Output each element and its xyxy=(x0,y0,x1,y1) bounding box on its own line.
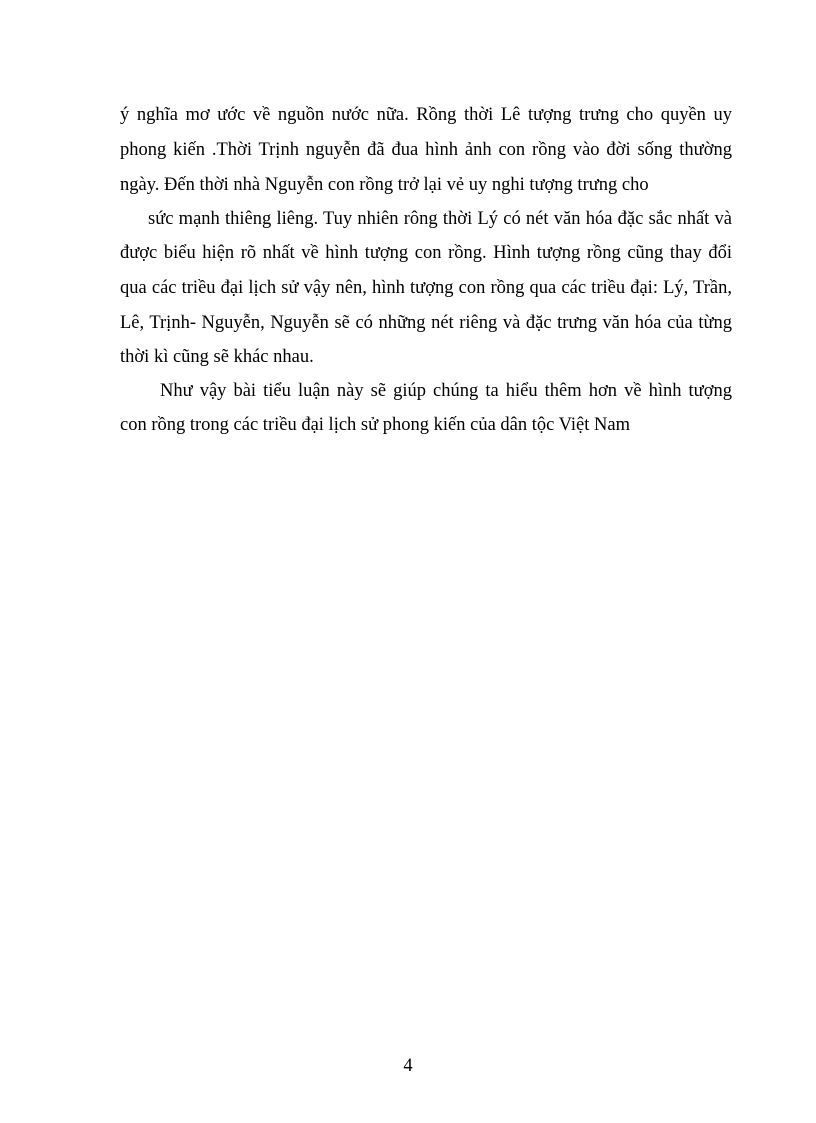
text-line-2: phong kiến .Thời Trịnh nguyễn đã đua hình ảnh con rồng vào đời sống thường xyxy=(120,140,732,160)
text-line-8: thời kì cũng sẽ khác nhau. xyxy=(120,347,314,367)
page-number: 4 xyxy=(403,1056,413,1076)
text-line-7: Lê, Trịnh- Nguyễn, Nguyễn sẽ có những nét riêng và đặc trưng văn hóa của từng xyxy=(120,313,732,333)
text-line-4: sức mạnh thiêng liêng. Tuy nhiên rông thời Lý có nét văn hóa đặc sắc nhất và xyxy=(148,209,732,229)
text-line-5: được biểu hiện rõ nhất về hình tượng con rồng. Hình tượng rồng cũng thay đổi xyxy=(120,243,732,263)
text-line-6: qua các triều đại lịch sử vậy nên, hình tượng con rồng qua các triều đại: Lý, Trần, xyxy=(120,278,732,298)
text-line-9: Như vậy bài tiểu luận này sẽ giúp chúng ta hiểu thêm hơn về hình tượng xyxy=(160,381,732,401)
text-line-1: ý nghĩa mơ ước về nguồn nước nữa. Rồng thời Lê tượng trưng cho quyền uy xyxy=(120,105,732,125)
text-line-3: ngày. Đến thời nhà Nguyễn con rồng trở lại vẻ uy nghi tượng trưng cho xyxy=(120,175,649,195)
text-line-10: con rồng trong các triều đại lịch sử phong kiến của dân tộc Việt Nam xyxy=(120,415,630,435)
